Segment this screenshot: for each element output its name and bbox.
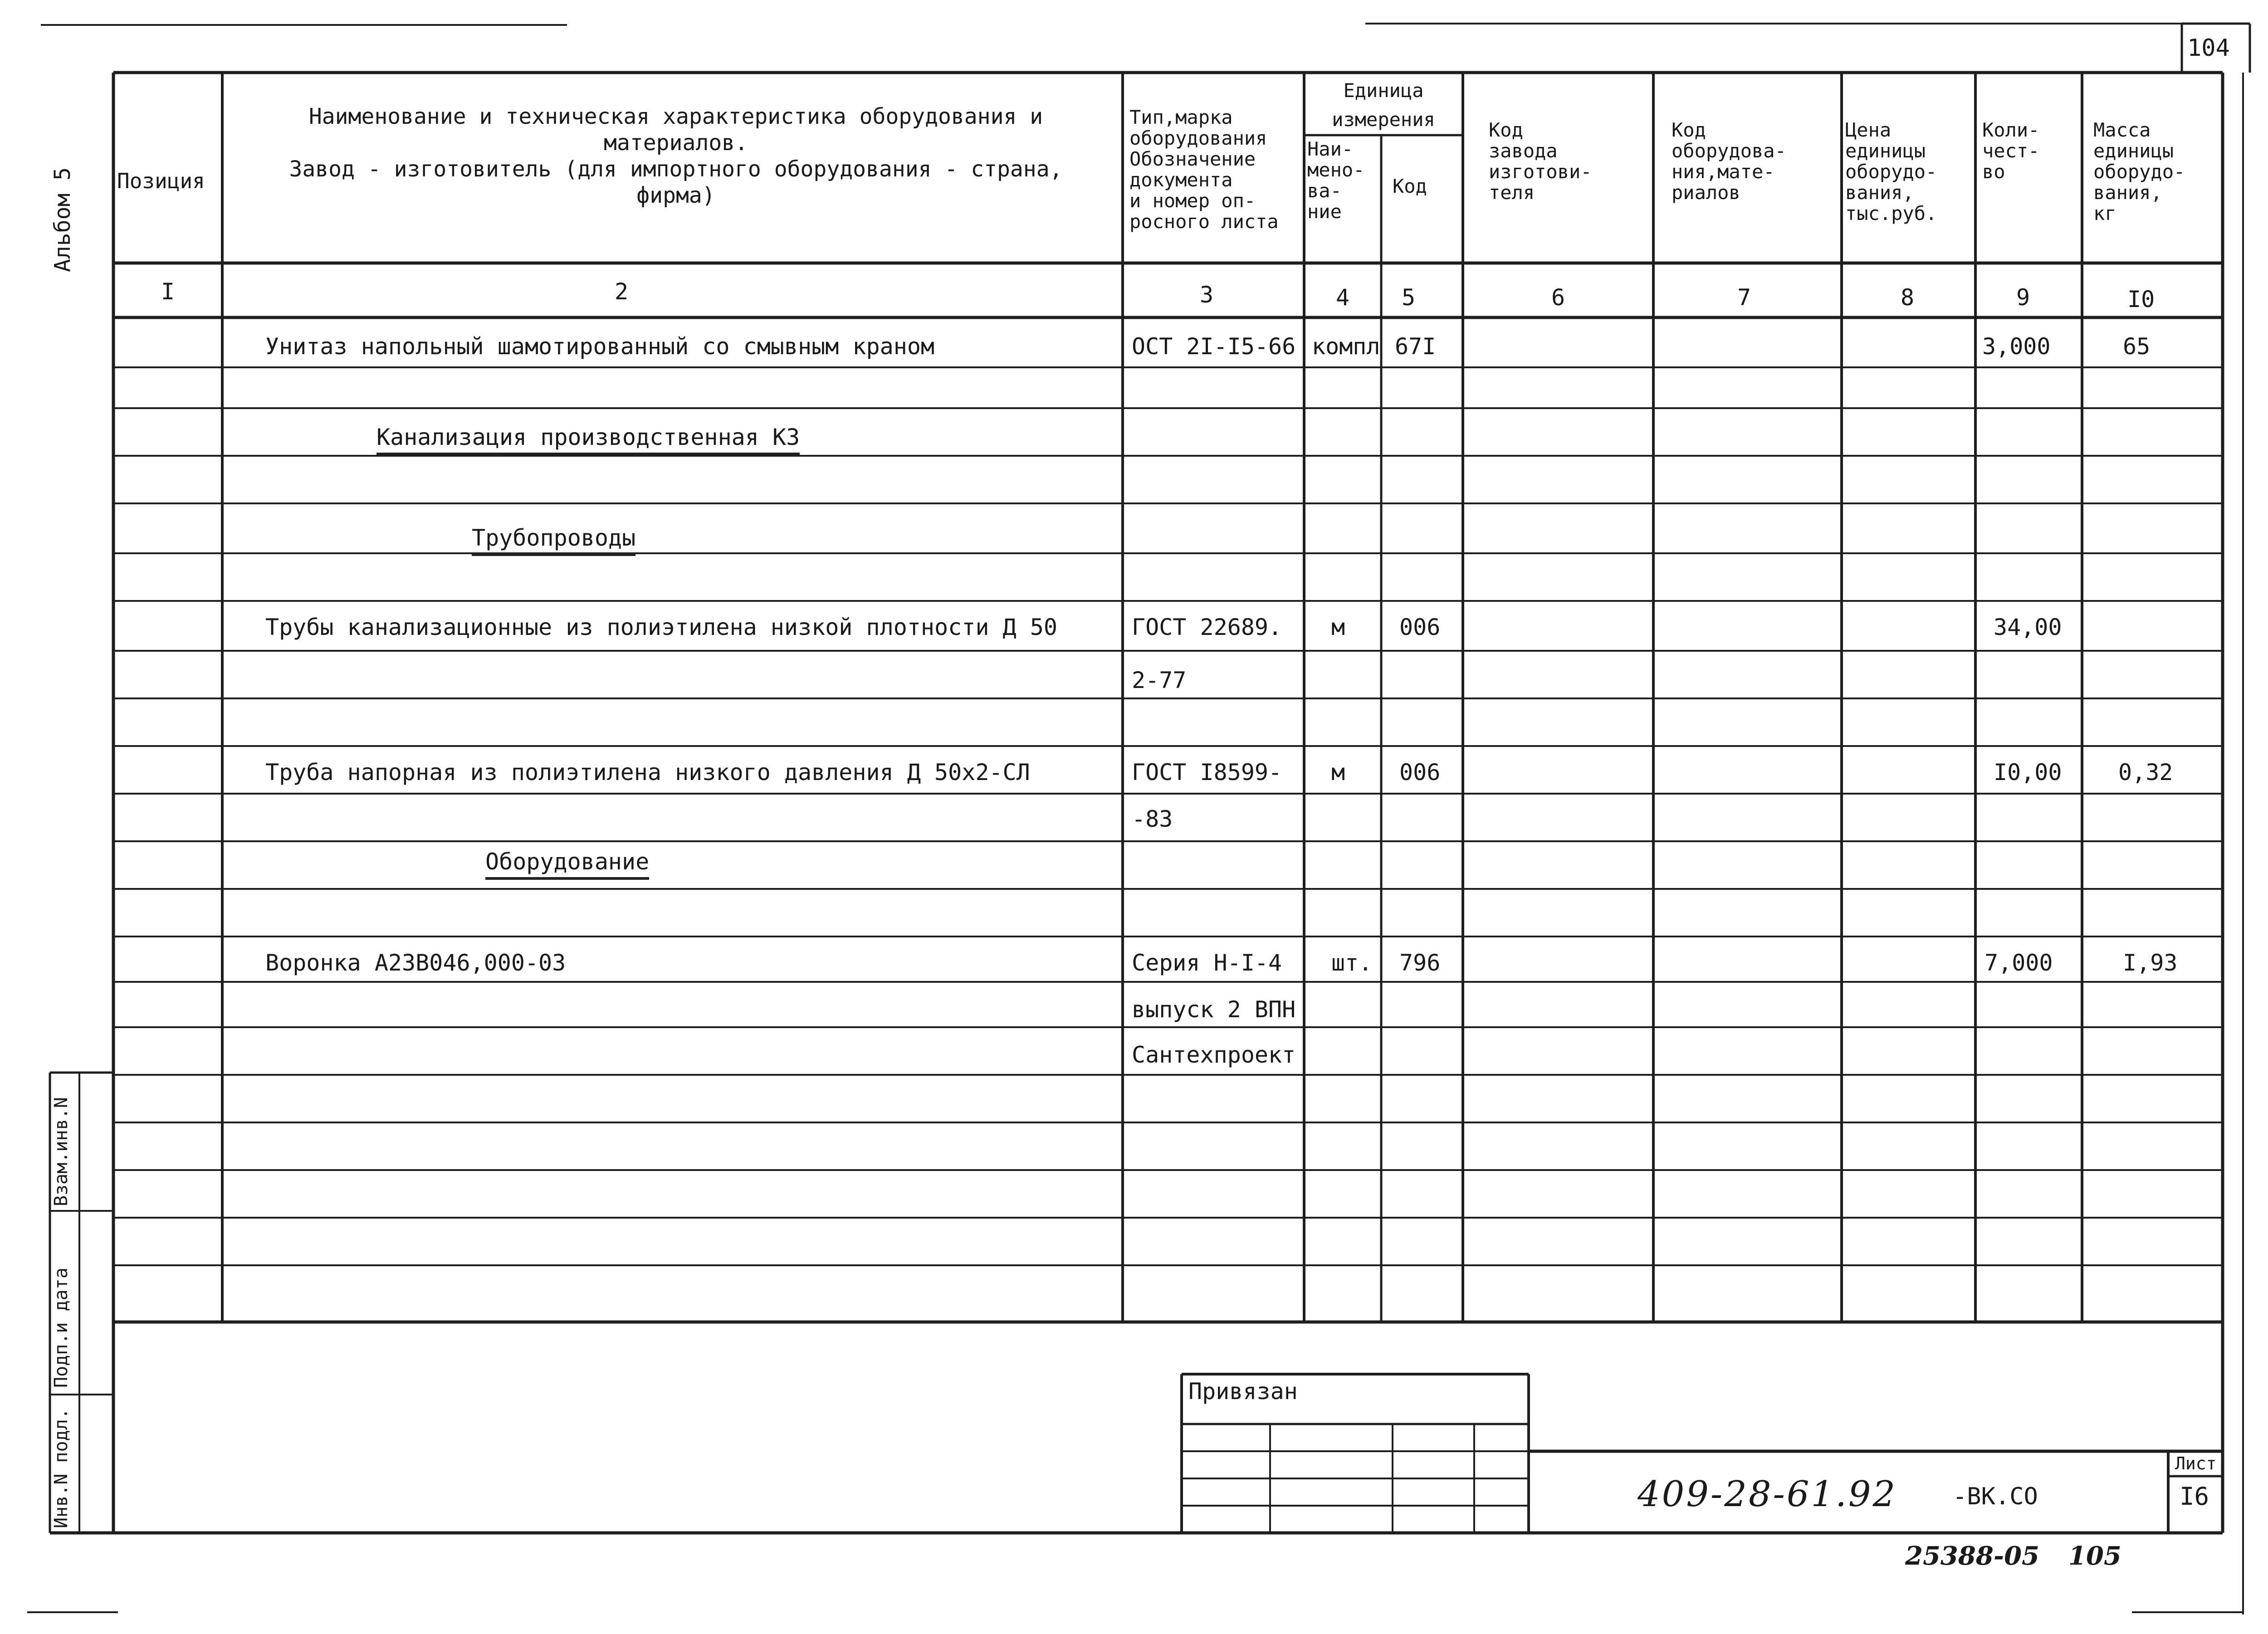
sheet-label: Лист bbox=[2175, 1454, 2217, 1473]
header-equipment-line: риалов bbox=[1672, 181, 1740, 204]
header-equipment-code bbox=[1672, 120, 1835, 203]
header-name-line3: Завод - изготовитель (для импортного оборудования - страна, bbox=[289, 156, 1063, 182]
row-item-unit: компл bbox=[1312, 333, 1380, 360]
header-name-line4: фирма) bbox=[636, 183, 715, 208]
stamp-inventory-label: Инв.N подл. bbox=[51, 1408, 72, 1528]
header-type-mark bbox=[1129, 107, 1302, 232]
col-number-2: 2 bbox=[615, 278, 629, 305]
header-quantity-line: во bbox=[1982, 161, 2005, 183]
row-item-doc: ГОСТ 22689. bbox=[1132, 614, 1282, 640]
row-item-doc: Серия Н-I-4 bbox=[1132, 950, 1282, 976]
row-item-qty: I0,00 bbox=[1994, 759, 2062, 785]
header-type-line: росного листа bbox=[1129, 210, 1279, 233]
header-name-line1: Наименование и техническая характеристика оборудования и bbox=[308, 104, 1043, 129]
stamp-replacement-label: Взам.инв.N bbox=[51, 1097, 72, 1206]
row-item-mass: I,93 bbox=[2123, 950, 2178, 976]
row-item-name: Трубы канализационные из полиэтилена низкой плотности Д 50 bbox=[265, 614, 1057, 640]
document-code: 409-28-61.92 bbox=[1637, 1474, 1897, 1515]
header-mass-line: единицы bbox=[2093, 140, 2174, 162]
row-item-unit: шт. bbox=[1331, 950, 1373, 976]
col-number-3: 3 bbox=[1200, 282, 1214, 308]
col-number-1: I bbox=[161, 278, 175, 305]
row-item-unit: м bbox=[1331, 614, 1345, 640]
bound-label: Привязан bbox=[1188, 1378, 1298, 1405]
col-number-5: 5 bbox=[1402, 284, 1416, 311]
col-number-4: 4 bbox=[1336, 284, 1350, 311]
col-number-6: 6 bbox=[1551, 284, 1565, 311]
header-unit-name-line: Наи- bbox=[1307, 138, 1354, 160]
row-item-mass: 0,32 bbox=[2118, 759, 2173, 785]
row-item-name: Унитаз напольный шамотированный со смывным краном bbox=[265, 333, 935, 360]
row-item-unit: м bbox=[1331, 759, 1345, 785]
sheet-no: I6 bbox=[2180, 1482, 2209, 1511]
row-item-qty: 7,000 bbox=[1984, 950, 2053, 976]
col-number-10: I0 bbox=[2127, 286, 2155, 312]
section-title: Канализация производственная К3 bbox=[376, 424, 800, 455]
row-item-doc-cont: Сантехпроект bbox=[1132, 1042, 1296, 1068]
header-factory-line: изготови- bbox=[1489, 161, 1592, 183]
header-unit-price bbox=[1845, 120, 1972, 224]
subsection-equipment-title: Оборудование bbox=[485, 849, 649, 880]
row-item-doc: ОСТ 2I-I5-66 bbox=[1132, 333, 1296, 360]
header-equipment-line: Код bbox=[1672, 119, 1706, 141]
row-item-qty: 34,00 bbox=[1994, 614, 2062, 640]
header-unit-name-line: ние bbox=[1307, 200, 1342, 223]
header-equipment-line: оборудова- bbox=[1672, 140, 1786, 162]
header-type-line: Обозначение bbox=[1129, 148, 1256, 170]
header-quantity-line: чест- bbox=[1982, 140, 2040, 162]
row-item-name: Воронка А23В046,000-03 bbox=[265, 950, 566, 976]
header-price-line: единицы bbox=[1845, 140, 1926, 162]
header-factory-line: завода bbox=[1489, 140, 1558, 162]
header-unit-code: Код bbox=[1393, 175, 1427, 197]
archive-page: 105 bbox=[2068, 1541, 2121, 1571]
header-type-line: документа bbox=[1129, 169, 1233, 191]
header-factory-line: теля bbox=[1489, 181, 1535, 204]
col-number-9: 9 bbox=[2016, 284, 2030, 311]
header-mass-line: вания, bbox=[2093, 181, 2162, 204]
row-item-doc: ГОСТ I8599- bbox=[1132, 759, 1282, 785]
header-price-line: вания, bbox=[1845, 181, 1914, 204]
header-unit-name-line: мено- bbox=[1307, 159, 1365, 181]
header-mass-line: Масса bbox=[2093, 119, 2151, 141]
row-item-qty: 3,000 bbox=[1982, 333, 2051, 360]
document-suffix: -ВК.СО bbox=[1953, 1483, 2038, 1510]
header-quantity bbox=[1982, 120, 2077, 182]
row-item-doc-cont: выпуск 2 ВПН bbox=[1132, 996, 1296, 1023]
header-unit-name bbox=[1307, 139, 1380, 222]
header-factory-code bbox=[1489, 120, 1643, 203]
header-type-line: Тип,марка bbox=[1129, 106, 1233, 128]
row-item-code: 006 bbox=[1399, 759, 1441, 785]
header-name-line2: материалов. bbox=[604, 130, 748, 156]
header-mass-line: оборудо- bbox=[2093, 161, 2185, 183]
col-number-7: 7 bbox=[1737, 284, 1751, 311]
row-item-code: 67I bbox=[1395, 333, 1436, 360]
album-label: Альбом 5 bbox=[50, 167, 75, 272]
header-type-line: оборудования bbox=[1129, 127, 1267, 149]
col-number-8: 8 bbox=[1901, 284, 1915, 311]
header-unit-mass bbox=[2093, 120, 2220, 224]
header-unit-group bbox=[1306, 76, 1461, 134]
header-equipment-line: ния,мате- bbox=[1672, 161, 1775, 183]
header-mass-line: кг bbox=[2093, 202, 2116, 224]
sheet-number-top: 104 bbox=[2187, 34, 2230, 62]
row-item-mass: 65 bbox=[2123, 333, 2151, 360]
header-factory-line: Код bbox=[1489, 119, 1523, 141]
row-item-code: 796 bbox=[1399, 950, 1441, 976]
row-item-doc-cont: -83 bbox=[1132, 806, 1173, 832]
header-unit-name-line: ва- bbox=[1307, 180, 1342, 202]
row-item-name: Труба напорная из полиэтилена низкого давления Д 50х2-СЛ bbox=[265, 759, 1030, 785]
header-unit-line: измерения bbox=[1332, 108, 1435, 131]
header-type-line: и номер оп- bbox=[1129, 190, 1256, 212]
stamp-signature-label: Подп.и дата bbox=[51, 1268, 72, 1388]
header-quantity-line: Коли- bbox=[1982, 119, 2040, 141]
subsection-pipes-title: Трубопроводы bbox=[472, 525, 635, 556]
header-price-line: тыс.руб. bbox=[1845, 202, 1937, 224]
archive-number: 25388-05 bbox=[1905, 1541, 2039, 1571]
header-unit-line: Единица bbox=[1343, 79, 1424, 102]
row-item-code: 006 bbox=[1399, 614, 1441, 640]
header-position: Позиция bbox=[117, 169, 205, 193]
header-price-line: оборудо- bbox=[1845, 161, 1937, 183]
header-name bbox=[245, 103, 1107, 209]
row-item-doc-cont: 2-77 bbox=[1132, 667, 1187, 693]
header-price-line: Цена bbox=[1845, 119, 1892, 141]
